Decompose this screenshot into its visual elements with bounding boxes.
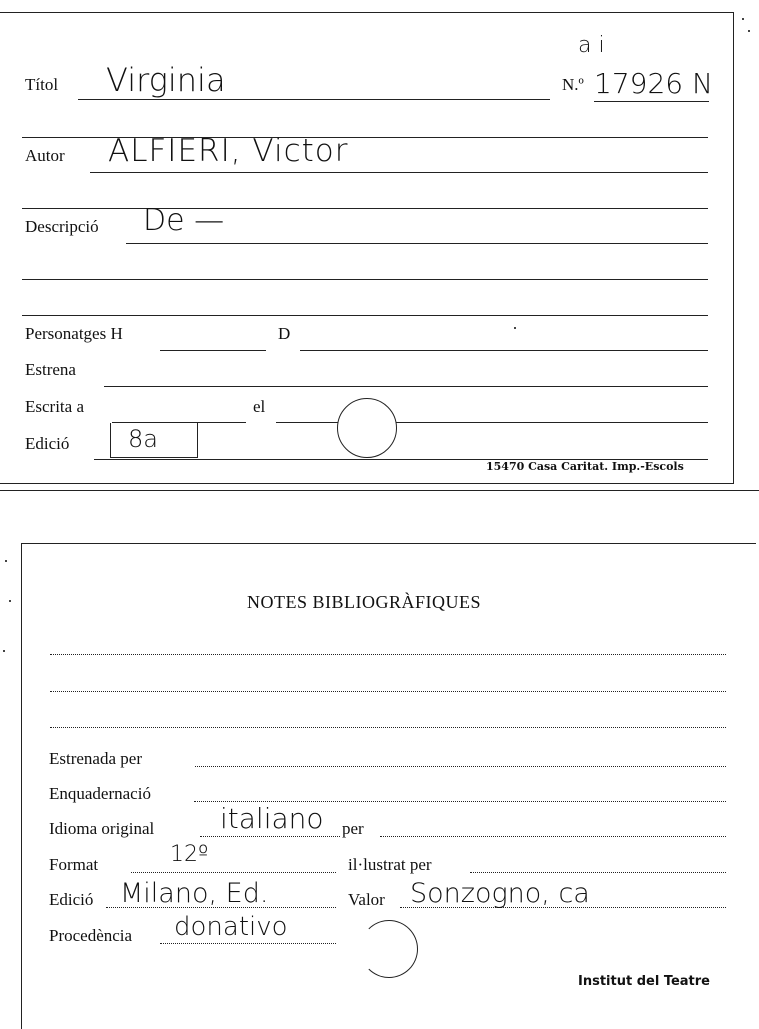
titol-line — [78, 99, 550, 100]
estrena-label: Estrena — [25, 360, 76, 379]
stamp-circle — [360, 920, 418, 978]
descripcio-label: Descripció — [25, 217, 99, 236]
ruled-line — [50, 654, 726, 655]
idioma-line — [200, 836, 340, 837]
card-heading: NOTES BIBLIOGRÀFIQUES — [247, 592, 482, 612]
titol-value: Virginia — [106, 61, 226, 99]
number-annotation: a i — [578, 33, 605, 58]
el-label: el — [253, 397, 266, 416]
edicio-back-value: Milano, Ed. — [120, 878, 269, 909]
procedencia-line — [160, 943, 336, 944]
autor-label: Autor — [25, 146, 65, 165]
format-line — [131, 872, 336, 873]
estrena-line — [104, 386, 708, 387]
per-line — [380, 836, 726, 837]
titol-label: Títol — [25, 75, 59, 94]
personatges-d-line — [300, 350, 708, 351]
ruled-line — [22, 279, 708, 280]
edicio-back-label: Edició — [49, 890, 94, 909]
autor-value: ALFIERI, Victor — [108, 133, 349, 169]
catalog-card-front — [0, 12, 734, 484]
enquadernacio-label: Enquadernació — [49, 784, 151, 803]
stamp-circle — [337, 398, 397, 458]
edicio-value: 8a — [128, 425, 158, 453]
idioma-label: Idioma original — [49, 819, 155, 838]
personatges-h-line — [160, 350, 266, 351]
institution-mark: Institut del Teatre — [578, 974, 710, 989]
procedencia-label: Procedència — [49, 926, 133, 945]
descripcio-value: De — — [143, 203, 225, 238]
card-separator — [0, 490, 759, 491]
catalog-card-back — [21, 543, 756, 1029]
number-label: N.º — [562, 75, 584, 94]
valor-label: Valor — [348, 890, 385, 909]
scan-speck — [514, 327, 516, 329]
idioma-value: italiano — [220, 802, 324, 835]
personatges-label: Personatges H — [25, 324, 123, 343]
scan-speck — [5, 560, 7, 562]
d-label: D — [278, 324, 291, 343]
per-label: per — [342, 819, 364, 838]
estrenada-label: Estrenada per — [49, 749, 142, 768]
format-label: Format — [49, 855, 99, 874]
printer-mark: 15470 Casa Caritat. Imp.-Escols — [486, 460, 684, 473]
ruled-line — [22, 315, 708, 316]
descripcio-line — [126, 243, 708, 244]
illustrat-label: il·lustrat per — [348, 855, 432, 874]
escrita-label: Escrita a — [25, 397, 84, 416]
valor-value: Sonzogno, ca — [410, 878, 590, 909]
ruled-line — [22, 208, 708, 209]
number-line — [594, 101, 709, 102]
autor-line — [90, 172, 708, 173]
ruled-line — [50, 727, 726, 728]
scan-speck — [742, 18, 744, 20]
estrenada-line — [195, 766, 726, 767]
scan-speck — [748, 30, 750, 32]
illustrat-line — [470, 872, 726, 873]
scan-speck — [9, 600, 11, 602]
format-value: 12º — [170, 842, 209, 867]
scan-speck — [3, 650, 5, 652]
procedencia-value: donativo — [174, 912, 288, 942]
number-value: 17926 N — [594, 67, 713, 100]
ruled-line — [50, 691, 726, 692]
edicio-label: Edició — [25, 434, 70, 453]
